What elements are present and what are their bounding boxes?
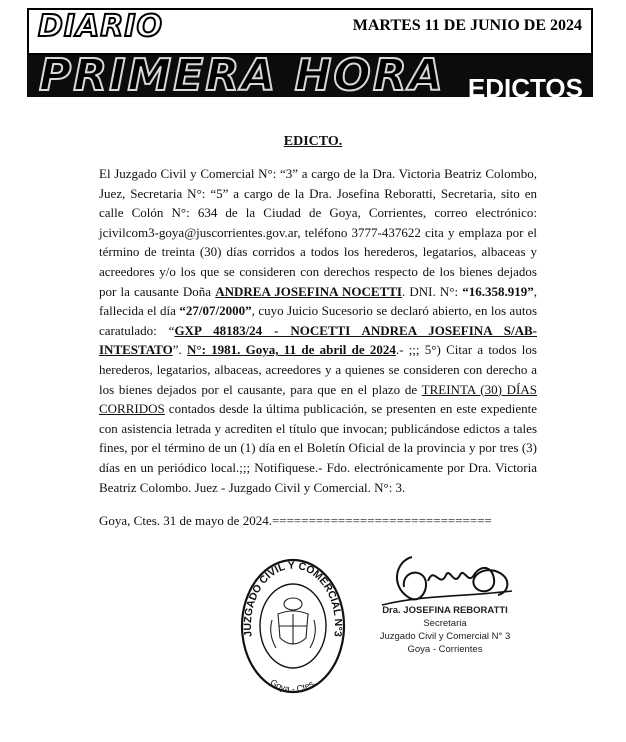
masthead-band (27, 55, 593, 97)
body-text: ”. (172, 342, 187, 358)
section-label: EDICTOS (467, 73, 583, 97)
body-text: .- ;;; 5°) Citar a todos los herederos, legatarios, albaceas, acreedores y a quienes se consideren con derecho a los bienes dejados por el causante, para que en el plazo de (99, 342, 537, 397)
edict-paragraph (99, 164, 537, 497)
resolution-number: N°: 1981. Goya, 11 de abril de 2024 (186, 342, 396, 358)
signer-role: Secretaria (423, 618, 467, 629)
deceased-name: ANDREA JOSEFINA NOCETTI (215, 283, 402, 299)
body-text: , fallecida el día (99, 283, 537, 319)
case-caption: GXP 48183/24 - NOCETTI ANDREA JOSEFINA S/AB-INTESTATO (99, 322, 538, 358)
signature-block (360, 604, 530, 656)
closing-date-line: Goya, Ctes. 31 de mayo de 2024.============================== (99, 513, 492, 528)
court-seal-icon (238, 554, 348, 694)
deadline-term: TREINTA (30) DÍAS CORRIDOS (99, 381, 537, 417)
masthead-brand: PRIMERA HORA (39, 55, 445, 97)
signer-city: Goya - Corrientes (407, 644, 483, 655)
masthead-diario: DIARIO (38, 9, 164, 44)
seal-city: Goya - Ctes. (268, 677, 318, 694)
svg-text:Goya - Ctes. (268, 677, 317, 694)
document-title: EDICTO. (283, 134, 343, 149)
body-text: , cuyo Juicio Sucesorio se declaró abierto, en los autos caratulado: “ (99, 303, 537, 338)
signer-court: Juzgado Civil y Comercial N° 3 (379, 631, 511, 642)
body-text: contados desde la última publicación, se presenten en este expediente con asistencia letrada y acrediten el título que invocan; publicándose edictos a tales fines, por el término de un (1) día en el Boletín Oficial de la provincia y por tres (3) días en un periódico local.;;; Notifiquese.- Fdo. electrónicamente por Dra. Victoria Beatriz Colombo. Juez - Juzgado Civil y Comercial. N°: 3. (99, 401, 537, 495)
death-date: “27/07/2000” (179, 303, 252, 319)
seal-text: JUZGADO CIVIL Y COMERCIAL N°3 (241, 559, 345, 638)
document-body (99, 164, 537, 497)
body-text: El Juzgado Civil y Comercial N°: “3” a cargo de la Dra. Victoria Beatriz Colombo, Juez, Secretaria N°: “5” a cargo de la Dra. Josefina Reboratti, Secretaria, sito en calle Colón N°: 634 de la Ciudad de Goya, Corrientes, correo electrónico: jcivilcom3-goya@juscorrientes.gov.ar, teléfono 3777-437622 cita y emplaza por el término de treinta (30) días corridos a todos los herederos, legatarios, albaceas y acreedores y/o los que se consideren con derechos respecto de los bienes dejados por la causante Doña (99, 166, 537, 299)
body-text: . DNI. N°: (401, 283, 463, 299)
dni-number: “16.358.919” (462, 283, 534, 299)
publication-date: MARTES 11 DE JUNIO DE 2024 (352, 17, 582, 34)
signer-name: Dra. JOSEFINA REBORATTI (382, 605, 508, 616)
